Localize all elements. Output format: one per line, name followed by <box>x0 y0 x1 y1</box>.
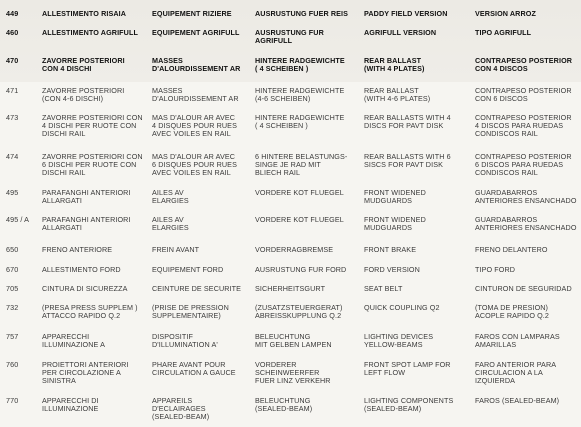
german-label: (ZUSATZSTEUERGERAT) ABREISSKUPPLUNG Q.2 <box>255 303 343 321</box>
english-label: LIGHTING COMPONENTS (SEALED-BEAM) <box>364 396 454 414</box>
german-label: VORDERE KOT FLUEGEL <box>255 188 344 197</box>
spanish-label: FAROS CON LAMPARAS AMARILLAS <box>475 332 560 350</box>
spanish-label: CONTRAPESO POSTERIOR CON 4 DISCOS <box>475 56 573 74</box>
row-code: 473 <box>6 113 19 122</box>
english-label: REAR BALLASTS WITH 4 DISCS FOR PAVT DISK <box>364 113 451 131</box>
german-label: AUSRUSTUNG FUER REIS <box>255 9 349 18</box>
italian-label: ZAVORRE POSTERIORI CON 6 DISCHI PER RUOTE CON DISCHI RAIL <box>42 152 143 178</box>
english-label: REAR BALLAST (WITH 4-6 PLATES) <box>364 86 431 104</box>
italian-label: PROIETTORI ANTERIORI PER CIRCOLAZIONE A SINISTRA <box>42 360 129 386</box>
french-label: MASSES D'ALOURDISSEMENT AR <box>152 56 241 74</box>
spanish-label: FAROS (SEALED-BEAM) <box>475 396 560 405</box>
italian-label: ZAVORRE POSTERIORI (CON 4-6 DISCHI) <box>42 86 125 104</box>
row-code: 471 <box>6 86 19 95</box>
english-label: QUICK COUPLING Q2 <box>364 303 440 312</box>
italian-label: APPARECCHI DI ILLUMINAZIONE <box>42 396 99 414</box>
italian-label: ZAVORRE POSTERIORI CON 4 DISCHI <box>42 56 125 74</box>
german-label: BELEUCHTUNG MIT GELBEN LAMPEN <box>255 332 332 350</box>
french-label: PHARE AVANT POUR CIRCULATION A GAUCE <box>152 360 236 378</box>
french-label: DISPOSITIF D'ILLUMINATION A' <box>152 332 218 350</box>
english-label: PADDY FIELD VERSION <box>364 9 448 18</box>
french-label: EQUIPEMENT RIZIERE <box>152 9 232 18</box>
row-code: 460 <box>6 28 19 37</box>
french-label: (PRISE DE PRESSION SUPPLEMENTAIRE) <box>152 303 229 321</box>
italian-label: ZAVORRE POSTERIORI CON 4 DISCHI PER RUOTE CON DISCHI RAIL <box>42 113 143 139</box>
spanish-label: GUARDABARROS ANTERIORES ENSANCHADO <box>475 215 577 233</box>
german-label: BELEUCHTUNG (SEALED-BEAM) <box>255 396 313 414</box>
german-label: HINTERE RADGEWICHTE (4-6 SCHEIBEN) <box>255 86 345 104</box>
row-code: 495 / A <box>6 215 30 224</box>
row-code: 449 <box>6 9 19 18</box>
spanish-label: VERSION ARROZ <box>475 9 536 18</box>
german-label: VORDERER SCHEINWEERFER FUER LINZ VERKEHR <box>255 360 331 386</box>
italian-label: ALLESTIMENTO FORD <box>42 265 121 274</box>
spanish-label: CONTRAPESO POSTERIOR CON 6 DISCOS <box>475 86 572 104</box>
english-label: FRONT SPOT LAMP FOR LEFT FLOW <box>364 360 451 378</box>
spanish-label: GUARDABARROS ANTERIORES ENSANCHADO <box>475 188 577 206</box>
german-label: AUSRUSTUNG FUR FORD <box>255 265 347 274</box>
spanish-label: FARO ANTERIOR PARA CIRCULACION A LA IZQUIERDA <box>475 360 557 386</box>
italian-label: PARAFANGHI ANTERIORI ALLARGATI <box>42 188 131 206</box>
row-code: 495 <box>6 188 19 197</box>
english-label: SEAT BELT <box>364 284 403 293</box>
row-code: 732 <box>6 303 19 312</box>
spanish-label: TIPO AGRIFULL <box>475 28 532 37</box>
french-label: EQUIPEMENT FORD <box>152 265 224 274</box>
row-code: 760 <box>6 360 19 369</box>
english-label: FRONT WIDENED MUDGUARDS <box>364 188 426 206</box>
spanish-label: CINTURON DE SEGURIDAD <box>475 284 572 293</box>
french-label: MASSES D'ALOURDISSEMENT AR <box>152 86 239 104</box>
row-code: 470 <box>6 56 19 65</box>
french-label: APPAREILS D'ECLAIRAGES (SEALED-BEAM) <box>152 396 210 422</box>
italian-label: ALLESTIMENTO RISAIA <box>42 9 127 18</box>
french-label: AILES AV ELARGIES <box>152 215 189 233</box>
german-label: VORDERRAGBREMSE <box>255 245 334 254</box>
italian-label: PARAFANGHI ANTERIORI ALLARGATI <box>42 215 131 233</box>
english-label: FRONT WIDENED MUDGUARDS <box>364 215 426 233</box>
german-label: 6 HINTERE BELASTUNGS- SINGE JE RAD MIT BLIECH RAIL <box>255 152 348 178</box>
italian-label: APPARECCHI ILLUMINAZIONE A <box>42 332 106 350</box>
english-label: LIGHTING DEVICES YELLOW-BEAMS <box>364 332 434 350</box>
french-label: EQUIPEMENT AGRIFULL <box>152 28 240 37</box>
english-label: FORD VERSION <box>364 265 420 274</box>
french-label: MAS D'ALOUR AR AVEC 4 DISQUES POUR RUES AVEC VOILES EN RAIL <box>152 113 237 139</box>
spanish-label: TIPO FORD <box>475 265 516 274</box>
row-code: 474 <box>6 152 19 161</box>
german-label: AUSRUSTUNG FUR AGRIFULL <box>255 28 324 46</box>
spanish-label: CONTRAPESO POSTERIOR 4 DISCOS PARA RUEDAS CONDISCOS RAIL <box>475 113 572 139</box>
spanish-label: FRENO DELANTERO <box>475 245 548 254</box>
english-label: REAR BALLASTS WITH 6 SISCS FOR PAVT DISK <box>364 152 451 170</box>
french-label: FREIN AVANT <box>152 245 200 254</box>
english-label: AGRIFULL VERSION <box>364 28 437 37</box>
row-code: 770 <box>6 396 19 405</box>
italian-label: ALLESTIMENTO AGRIFULL <box>42 28 138 37</box>
french-label: AILES AV ELARGIES <box>152 188 189 206</box>
row-code: 650 <box>6 245 19 254</box>
spanish-label: (TOMA DE PRESION) ACOPLE RAPIDO Q.2 <box>475 303 549 321</box>
row-code: 757 <box>6 332 19 341</box>
italian-label: CINTURA DI SICUREZZA <box>42 284 128 293</box>
english-label: REAR BALLAST (WITH 4 PLATES) <box>364 56 425 74</box>
german-label: SICHERHEITSGURT <box>255 284 326 293</box>
english-label: FRONT BRAKE <box>364 245 417 254</box>
german-label: VORDERE KOT FLUEGEL <box>255 215 344 224</box>
italian-label: FRENO ANTERIORE <box>42 245 113 254</box>
row-code: 705 <box>6 284 19 293</box>
french-label: MAS D'ALOUR AR AVEC 6 DISQUES POUR RUES AVEC VOILES EN RAIL <box>152 152 237 178</box>
spanish-label: CONTRAPESO POSTERIOR 6 DISCOS PARA RUEDAS CONDISCOS RAIL <box>475 152 572 178</box>
italian-label: (PRESA PRESS SUPPLEM ) ATTACCO RAPIDO Q.2 <box>42 303 138 321</box>
german-label: HINTERE RADGEWICHTE ( 4 SCHEIBEN ) <box>255 56 345 74</box>
french-label: CEINTURE DE SECURITE <box>152 284 242 293</box>
german-label: HINTERE RADGEWICHTE ( 4 SCHEIBEN ) <box>255 113 345 131</box>
row-code: 670 <box>6 265 19 274</box>
